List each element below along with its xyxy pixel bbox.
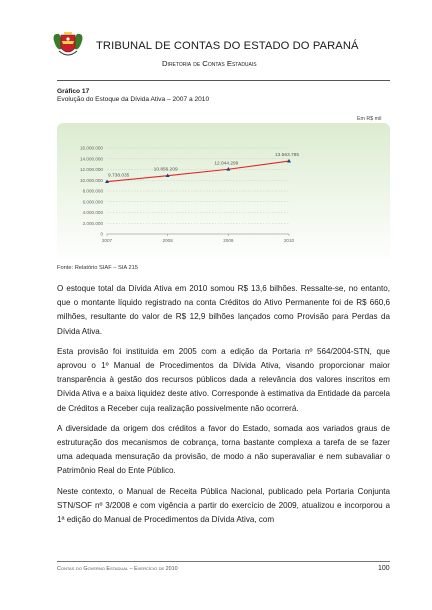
- x-tick-label: 2008: [162, 238, 173, 243]
- institution-title: TRIBUNAL DE CONTAS DO ESTADO DO PARANÁ: [96, 40, 359, 52]
- footer-report-title: Contas do Governo Estadual – Exercício de 2010: [57, 566, 178, 572]
- state-coat-of-arms-icon: [51, 31, 85, 61]
- debt-evolution-chart: [57, 123, 390, 263]
- header-divider: [57, 80, 390, 81]
- y-tick-label: 2.000.000: [82, 220, 103, 226]
- page-number: 100: [378, 565, 390, 572]
- x-tick-label: 2010: [283, 238, 295, 243]
- data-label: 10.856.209: [153, 167, 178, 173]
- y-tick-label: 16.000.000: [80, 145, 103, 151]
- line-chart: [57, 123, 390, 263]
- y-tick-label: 0: [100, 231, 103, 237]
- figure-title: Evolução do Estoque da Dívida Ativa – 2007 a 2010: [57, 96, 210, 103]
- paragraph: Esta provisão foi instituída em 2005 com a edição da Portaria nº 564/2004-STN, que aprovou o 1º Manual de Procedimentos da Dívida Ativa, visando proporcionar maior transparência à gestão dos recursos públicos dada a relevância dos valores inscritos em Dívida Ativa e a baixa liquidez deste ativo. Corresponde à estimativa da Entidade da parcela de Créditos a Receber cuja realização possivelmente não ocorrerá.: [57, 346, 390, 413]
- paragraph: A diversidade da origem dos créditos a favor do Estado, somada aos variados graus de estruturação dos mecanismos de cobrança, torna bastante complexa a tarefa de se fazer uma adequada mensuração da provisão, de modo a não superavaliar e nem subavaliar o Patrimônio Real do Ente Público.: [57, 423, 390, 476]
- y-tick-label: 10.000.000: [80, 177, 103, 183]
- y-tick-label: 12.000.000: [80, 167, 103, 173]
- figure-unit: Em R$ mil: [357, 116, 382, 122]
- footer-divider: [57, 561, 390, 562]
- x-tick-label: 2009: [223, 238, 234, 243]
- paragraph: Neste contexto, o Manual de Receita Pública Nacional, publicado pela Portaria Conjunta STN/SOF nº 3/2008 e com vigência a partir do exercício de 2009, atualizou e incorporou a 1ª edição do Manual de Procedimentos da Dívida Ativa, com: [57, 486, 390, 525]
- body-text: [57, 282, 390, 533]
- y-tick-label: 6.000.000: [82, 199, 103, 205]
- y-tick-label: 8.000.000: [82, 188, 103, 194]
- figure-number: Gráfico 17: [57, 88, 90, 95]
- figure-source: Fonte: Relatório SIAF – SIA 215: [57, 265, 138, 271]
- data-label: 13.563.785: [274, 153, 300, 159]
- department-subtitle: Diretoria de Contas Estaduais: [162, 59, 257, 68]
- x-tick-label: 2007: [101, 238, 113, 243]
- y-tick-label: 14.000.000: [80, 156, 103, 162]
- paragraph: O estoque total da Dívida Ativa em 2010 somou R$ 13,6 bilhões. Ressalte-se, no entanto, que o montante líquido registrado na conta Créditos do Ativo Permanente foi de R$ 660,6 milhões, resultante do valor de R$ 12,9 bilhões lançados como Provisão para Perdas da Dívida Ativa.: [57, 284, 390, 336]
- y-tick-label: 4.000.000: [82, 210, 103, 216]
- data-label: 9.738.035: [108, 173, 130, 179]
- data-label: 12.044.299: [214, 161, 239, 167]
